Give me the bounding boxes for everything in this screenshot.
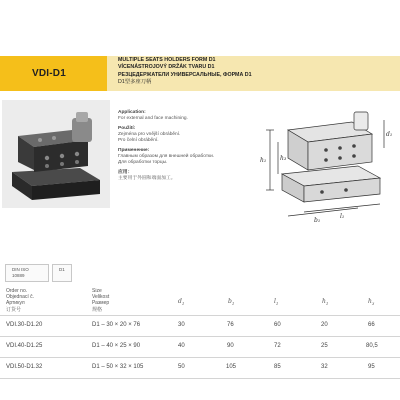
desc-heading: 应用： xyxy=(118,170,133,175)
desc-heading: Application: xyxy=(118,110,146,115)
sym-base: h xyxy=(322,298,326,305)
desc-cz xyxy=(118,126,238,144)
header-h1 xyxy=(322,298,328,306)
header-l1 xyxy=(274,298,278,306)
cell-size: D1 – 30 × 20 × 76 xyxy=(92,322,141,328)
label-h1: h₁ xyxy=(260,157,267,164)
sym-base: d xyxy=(178,298,182,305)
header-line: Артикул xyxy=(6,300,25,307)
desc-heading: Použití: xyxy=(118,126,136,131)
technical-drawing xyxy=(248,108,396,228)
header-line: Objednací č. xyxy=(6,294,35,301)
header-line: Velikost xyxy=(92,294,110,301)
cell-h3: 80,5 xyxy=(366,343,378,349)
sym-sub: 1 xyxy=(181,301,185,307)
label-l1: l₁ xyxy=(340,213,345,220)
cell-h1: 20 xyxy=(321,322,328,328)
title-en: MULTIPLE SEATS HOLDERS FORM D1 xyxy=(118,57,216,63)
cell-size: D1 – 40 × 25 × 90 xyxy=(92,343,141,349)
sym-sub: 1 xyxy=(275,301,279,307)
cell-b1: 105 xyxy=(226,364,237,370)
tag-form: D1 xyxy=(52,264,72,282)
cell-d1: 50 xyxy=(178,364,185,370)
cell-b1: 90 xyxy=(227,343,234,349)
header-line: Размер xyxy=(92,300,110,307)
header-line: 订货号 xyxy=(6,306,22,313)
table-row xyxy=(0,337,400,357)
desc-cn xyxy=(118,170,238,182)
title-ru: РЕЗЦЕДЕРЖАТЕЛИ УНИВЕРСАЛЬНЫЕ, ФОРМА D1 xyxy=(118,71,252,78)
label-d1: d₁ xyxy=(386,131,393,138)
table-row xyxy=(0,358,400,378)
desc-text: Zejména pro vnější obrábění. xyxy=(118,132,181,137)
dimension-diagram xyxy=(248,108,396,228)
header-line: Order no. xyxy=(6,288,28,294)
title-cn: D1型多座刀柄 xyxy=(118,78,152,85)
desc-en xyxy=(118,110,238,122)
cell-d1: 40 xyxy=(178,343,185,349)
product-photo xyxy=(2,100,110,208)
desc-text: Для обработки торцы. xyxy=(118,160,168,165)
sym-base: l xyxy=(274,298,276,305)
application-description xyxy=(118,110,238,186)
tool-holder-image xyxy=(2,100,110,208)
cell-l1: 85 xyxy=(274,364,281,370)
cell-order: VDI.50-D1.32 xyxy=(6,364,43,370)
table-row xyxy=(0,316,400,336)
desc-ru xyxy=(118,148,238,166)
product-code: VDI-D1 xyxy=(32,68,66,79)
cell-h1: 25 xyxy=(321,343,328,349)
header-size xyxy=(92,288,109,313)
cell-h1: 32 xyxy=(321,364,328,370)
sym-base: h xyxy=(368,298,372,305)
header-d1 xyxy=(178,298,184,306)
cell-l1: 72 xyxy=(274,343,281,349)
standard-tags xyxy=(5,264,72,282)
header-h3 xyxy=(368,298,374,306)
cell-order: VDI.40-D1.25 xyxy=(6,343,43,349)
cell-b1: 76 xyxy=(227,322,234,328)
sym-sub: 1 xyxy=(231,301,235,307)
sym-sub: 1 xyxy=(325,301,329,307)
cell-h3: 95 xyxy=(368,364,375,370)
cell-order: VDI.30-D1.20 xyxy=(6,322,43,328)
cell-h3: 66 xyxy=(368,322,375,328)
title-cz: VÍCENÁSTROJOVÝ DRŽÁK TVARU D1 xyxy=(118,64,215,71)
header-titles xyxy=(118,57,398,86)
cell-d1: 30 xyxy=(178,322,185,328)
desc-text: Главным образом для внешней обработки. xyxy=(118,154,215,159)
header-line: 规格 xyxy=(92,306,103,313)
desc-text: Pro čelní obrábění. xyxy=(118,138,159,143)
cell-l1: 60 xyxy=(274,322,281,328)
header-order xyxy=(6,288,34,313)
sym-base: b xyxy=(228,298,232,305)
desc-text: 主要用于外圆和端面加工。 xyxy=(118,176,176,181)
header-line: Size xyxy=(92,288,102,294)
desc-text: For external and face machining. xyxy=(118,116,188,121)
product-badge xyxy=(0,56,107,91)
header-b1 xyxy=(228,298,234,306)
label-h3: h₃ xyxy=(280,155,287,162)
sym-sub: 3 xyxy=(371,301,375,307)
row-divider xyxy=(0,378,400,379)
label-b1: b₁ xyxy=(314,217,321,224)
tag-din-iso: DIN ISO 10889 xyxy=(5,264,49,282)
cell-size: D1 – 50 × 32 × 105 xyxy=(92,364,144,370)
desc-heading: Применение: xyxy=(118,148,150,153)
